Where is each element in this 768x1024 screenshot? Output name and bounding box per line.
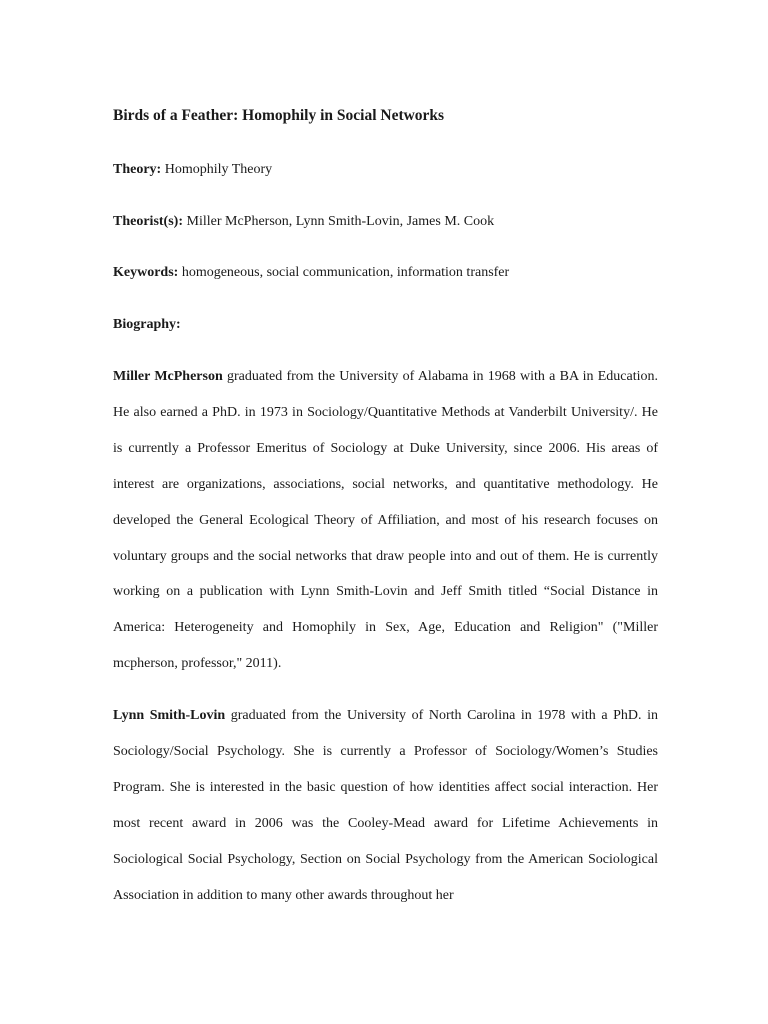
keywords-label: Keywords: [113, 265, 179, 280]
document-content [113, 104, 658, 914]
keywords-line [113, 263, 658, 283]
biography-paragraph-smith-lovin [113, 698, 658, 913]
biography-paragraph-mcpherson [113, 359, 658, 682]
biography-heading [113, 315, 658, 335]
paragraph-text: graduated from the University of Alabama in 1968 with a BA in Education. He also earned a PhD. in 1973 in Sociology/Quantitative Methods at Vanderbilt University/. He is currently a Professor Emeritus of Sociology at Duke University, since 2006. His areas of interest are organizations, associations, social networks, and quantitative methodology. He developed the General Ecological Theory of Affiliation, and most of his research focuses on voluntary groups and the social networks that draw people into and out of them. He is currently working on a publication with Lynn Smith-Lovin and Jeff Smith titled “Social Distance in America: Heterogeneity and Homophily in Sex, Age, Education and Religion" ("Miller mcpherson, professor," 2011). [113, 369, 658, 672]
theory-value: Homophily Theory [164, 162, 273, 177]
paragraph-lead-name: Lynn Smith-Lovin [113, 708, 226, 724]
theory-label: Theory: [113, 162, 162, 177]
paragraph-text: graduated from the University of North Carolina in 1978 with a PhD. in Sociology/Social Psychology. She is currently a Professor of Sociology/Women’s Studies Program. She is interested in the basic question of how identities affect social interaction. Her most recent award in 2006 was the Cooley-Mead award for Lifetime Achievements in Sociological Social Psychology, Section on Social Psychology from the American Sociological Association in addition to many other awards throughout her [113, 708, 658, 903]
theory-line [113, 160, 658, 180]
document-title: Birds of a Feather: Homophily in Social Networks [113, 107, 445, 124]
theorists-label: Theorist(s): [113, 214, 183, 229]
paragraph-lead-name: Miller McPherson [113, 369, 223, 384]
theorists-line [113, 212, 658, 232]
keywords-value: homogeneous, social communication, information transfer [181, 265, 510, 280]
biography-label: Biography: [113, 317, 181, 332]
theorists-value: Miller McPherson, Lynn Smith-Lovin, James M. Cook [186, 214, 495, 229]
